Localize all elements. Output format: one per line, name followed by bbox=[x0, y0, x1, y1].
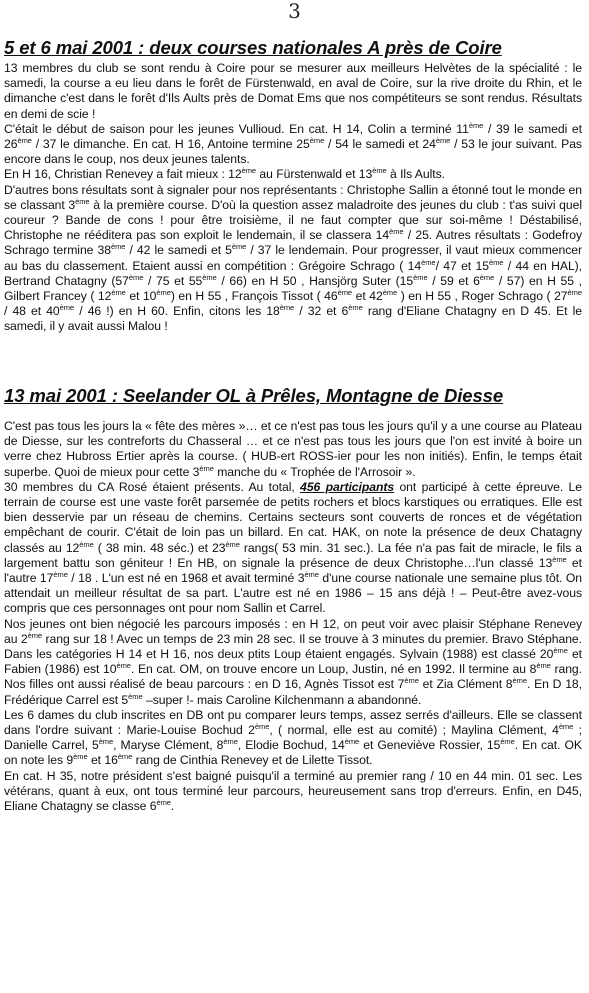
ordinal-suffix: ème bbox=[110, 242, 126, 252]
ordinal-suffix: ème bbox=[389, 227, 404, 237]
ordinal-suffix: ème bbox=[254, 722, 270, 732]
ordinal-suffix: ème bbox=[348, 303, 363, 313]
ordinal-suffix: ème bbox=[241, 166, 257, 176]
ordinal-suffix: ème bbox=[223, 737, 238, 747]
ordinal-suffix: ème bbox=[73, 752, 88, 762]
paragraph: 30 membres du CA Rosé étaient présents. Au total, 456 participants ont participé à cette épreuve. Le terrain de course est une vaste forêt parsemée de petits rochers et blocs karstiques ou erratiques. Elle est bien desservie par un réseau de chemins. Certains secteurs sont couverts de ronces et de végétation empêchant de courir. C'était de loin pas un billard. En cat. HAK, on note la présence de deux Chatagny classés au 12ème ( 38 min. 48 séc.) et 23ème rangs( 53 min. 31 sec.). La fée n'a pas fait de miracle, le fils a largement battu son géniteur ! En HB, on signale la présence de deux Christophe…l'un classé 13ème et l'autre 17ème / 18 . L'un est né en 1968 et avait terminé 3ème d'une course nationale une semaine plus tôt. On attendait un meilleur résultat de sa part. L'autre est né en 1986 – 15 ans déjà ! – Peut-être avez-vous compris que ces personnages ont pour nom Sallin et Carrel. bbox=[4, 479, 583, 616]
ordinal-suffix: ème bbox=[79, 539, 94, 549]
paragraph: Nos jeunes ont bien négocié les parcours imposés : en H 12, on peut voir avec plaisir Stéphane Renevey au 2ème rang sur 18 ! Avec un temps de 23 min 28 sec. Il se trouve à 3 minutes du premier. Bravo Stéphane. Dans les catégories H 14 et H 16, nos deux ptits Loup étaient engagés. Sylvain (1988) est classé 20ème et Fabien (1986) est 10ème. En cat. OM, on trouve encore un Loup, Justin, né en 1992. Il termine au 8ème rang. Nos filles ont aussi réalisé de beau parcours : en D 16, Agnès Tissot est 7ème et Zia Clément 8ème. En D 18, Frédérique Carrel est 5ème –super !- mais Caroline Kilchenmann a abandonné. bbox=[4, 616, 583, 707]
ordinal-suffix: ème bbox=[488, 257, 504, 267]
ordinal-suffix: ème bbox=[435, 136, 451, 146]
ordinal-suffix: ème bbox=[156, 288, 171, 298]
ordinal-suffix: ème bbox=[59, 303, 75, 313]
article-title: 5 et 6 mai 2001 : deux courses nationales A près de Coire bbox=[4, 37, 502, 58]
ordinal-suffix: ème bbox=[382, 288, 398, 298]
ordinal-suffix: ème bbox=[413, 272, 428, 282]
ordinal-suffix: ème bbox=[468, 120, 484, 130]
article-body bbox=[4, 419, 582, 814]
ordinal-suffix: ème bbox=[279, 303, 295, 313]
article-body bbox=[4, 61, 582, 335]
ordinal-suffix: ème bbox=[98, 737, 114, 747]
ordinal-suffix: ème bbox=[199, 463, 214, 473]
ordinal-suffix: ème bbox=[567, 288, 582, 298]
ordinal-suffix: ème bbox=[17, 136, 32, 146]
ordinal-suffix: ème bbox=[479, 272, 495, 282]
ordinal-suffix: ème bbox=[116, 661, 131, 671]
ordinal-suffix: ème bbox=[309, 136, 325, 146]
article-title: 13 mai 2001 : Seelander OL à Prêles, Montagne de Diesse bbox=[4, 385, 504, 406]
article-coire bbox=[4, 37, 582, 335]
page-number: 3 bbox=[288, 0, 301, 23]
ordinal-suffix: ème bbox=[304, 570, 319, 580]
ordinal-suffix: ème bbox=[421, 257, 436, 267]
ordinal-suffix: ème bbox=[337, 288, 353, 298]
paragraph: 13 membres du club se sont rendu à Coire pour se mesurer aux meilleurs Helvètes de la spécialité : le samedi, la course a eu lieu dans le forêt de Fürstenwald, en aval de Coire, sur la rive droite du Rhin, et le dimanche c'est dans le forêt d'Ils Aults près de Domat Ems que nos compétiteurs se sont rendus. Résultats en demi de scie ! bbox=[4, 61, 582, 121]
ordinal-suffix: ème bbox=[128, 272, 144, 282]
paragraph: D'autres bons résultats sont à signaler pour nos représentants : Christophe Sallin a étonné tout le monde en se classant 3ème à la première course. D'où la question assez maladroite des jeunes du club : t'as suivi quel coureur ? Bande de cons ! pour être troisième, il ne faut compter que sur soi-même ! Déstabilisé, Christophe ne rééditera pas son exploit le lendemain, il se classera 14ème / 25. Autres résultats : Godefroy Schrago termine 38ème / 42 le samedi et 5ème / 37 le lendemain. Pour progresser, il vaut mieux commencer au bas du classement. Etaient aussi en compétition : Grégoire Schrago ( 14ème/ 47 et 15ème / 44 en HAL), Bertrand Chatagny (57ème / 75 et 55ème / 66) en H 50 , Hansjörg Suter (15ème / 59 et 6ème / 57) en H 55 , Gilbert Francey ( 12ème et 10ème) en H 55 , François Tissot ( 46ème et 42ème ) en H 55 , Roger Schrago ( 27ème / 48 et 40ème / 46 !) en H 60. Enfin, citons les 18ème / 32 et 6ème rang d'Eliane Chatagny en D 45. Et le samedi, il y avait aussi Malou ! bbox=[4, 182, 583, 334]
article-seelander bbox=[4, 385, 582, 814]
ordinal-suffix: ème bbox=[75, 196, 90, 206]
ordinal-suffix: ème bbox=[512, 676, 527, 686]
ordinal-suffix: ème bbox=[536, 661, 551, 671]
ordinal-suffix: ème bbox=[128, 691, 143, 701]
ordinal-suffix: ème bbox=[117, 752, 133, 762]
emphasized-text: 456 participants bbox=[300, 479, 395, 494]
ordinal-suffix: ème bbox=[111, 288, 126, 298]
ordinal-suffix: ème bbox=[156, 798, 171, 808]
paragraph: Les 6 dames du club inscrites en DB ont pu comparer leurs temps, assez serrés d'ailleurs. Elle se classent dans l'ordre suivant : Marie-Louise Bochud 2ème, ( normal, elle est au comité) ; Maylina Clément, 4ème ; Danielle Carrel, 5ème, Maryse Clément, 8ème, Elodie Bochud, 14ème et Geneviève Rossier, 15ème. En cat. OK on note les 9ème et 16ème rang de Cinthia Renevey et de Lilette Tissot. bbox=[4, 707, 582, 768]
paragraph: C'est pas tous les jours la « fête des mères »… et ce n'est pas tous les jours qu'il y a une course au Plateau de Diesse, sur les contreforts du Chasseral … et ce n'est pas tous les jours que l'on est invité à boire un verre chez Hubross Ertier après la course. ( HUB-ert ROSS-ier pour les non initiés). Enfin, le temps était superbe. Quoi de mieux pour cette 3ème manche du « Trophée de l'Arrosoir ». bbox=[4, 419, 582, 479]
ordinal-suffix: ème bbox=[53, 570, 68, 580]
ordinal-suffix: ème bbox=[558, 722, 574, 732]
ordinal-suffix: ème bbox=[553, 646, 568, 656]
ordinal-suffix: ème bbox=[552, 554, 567, 564]
paragraph: C'était le début de saison pour les jeunes Vullioud. En cat. H 14, Colin a terminé 11ème / 39 le samedi et 26ème / 37 le dimanche. En cat. H 16, Antoine termine 25ème / 54 le samedi et 24ème / 53 le jour suivant. Pas encore dans le coup, nos deux jeunes talents. bbox=[4, 120, 582, 167]
ordinal-suffix: ème bbox=[27, 630, 43, 640]
ordinal-suffix: ème bbox=[231, 242, 247, 252]
ordinal-suffix: ème bbox=[225, 539, 240, 549]
ordinal-suffix: ème bbox=[500, 737, 515, 747]
ordinal-suffix: ème bbox=[344, 737, 360, 747]
ordinal-suffix: ème bbox=[404, 676, 419, 686]
paragraph: En cat. H 35, notre président s'est baigné puisqu'il a terminé au premier rang / 10 en 44 min. 01 sec. Les vétérans, quant à eux, ont tous terminé leur parcours, heureusement sans trop d'erreurs. Enfin, en D45, Eliane Chatagny se classe 6ème. bbox=[4, 768, 582, 814]
ordinal-suffix: ème bbox=[372, 166, 387, 176]
paragraph: En H 16, Christian Renevey a fait mieux : 12ème au Fürstenwald et 13ème à Ils Aults. bbox=[4, 166, 445, 182]
ordinal-suffix: ème bbox=[202, 272, 217, 282]
